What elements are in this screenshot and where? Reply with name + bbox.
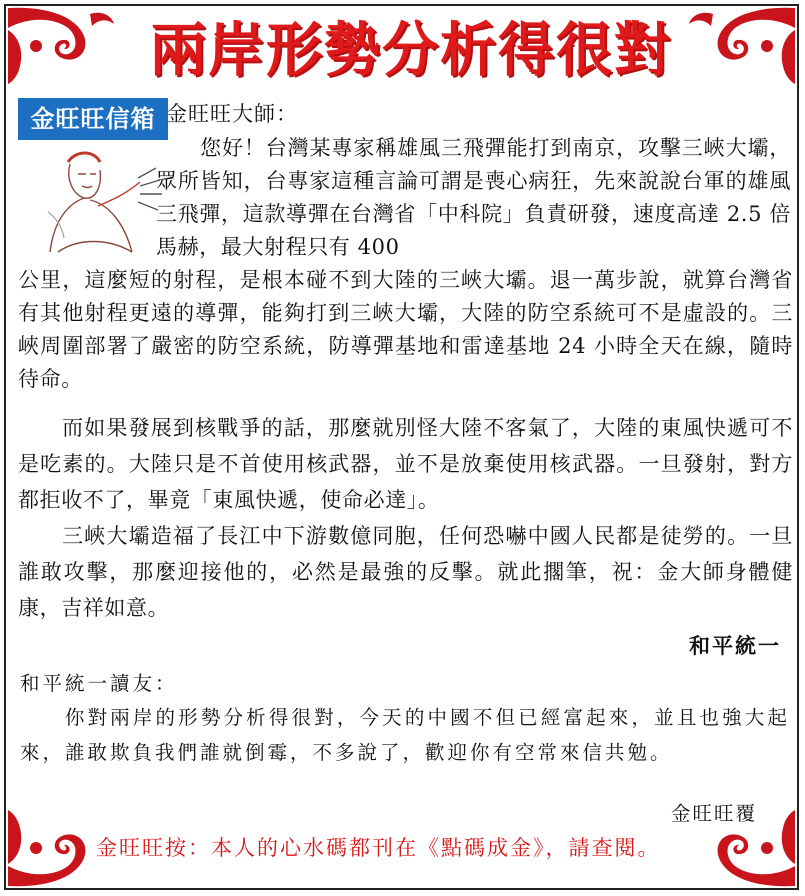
column-badge xyxy=(18,98,170,268)
letter-paragraph-1-tail: 公里，這麼短的射程，是根本碰不到大陸的三峽大壩。退一萬步說，就算台灣省有其他射程更遠的導彈，能夠打到三峽大壩，大陸的防空系統可不是虛設的。三峽周圍部署了嚴密的防空系統，防導彈基地和雷達基地 24 小時全天在線，隨時待命。 xyxy=(18,268,793,391)
corner-ornament-top-left xyxy=(6,6,116,86)
letter-paragraph-1-wrap xyxy=(156,132,791,264)
columnist-portrait-illustration xyxy=(28,142,168,262)
letter-paragraph-1-tail-wrap xyxy=(18,264,793,396)
letter-signature: 和平統一 xyxy=(689,633,781,658)
corner-ornament-top-right xyxy=(687,6,797,86)
reply-signature: 金旺旺覆 xyxy=(670,802,757,825)
letter-paragraph-1-head: 您好！台灣某專家稱雄風三飛彈能打到南京，攻擊三峽大壩，眾所皆知，台專家這種言論可謂是喪心病狂，先來說說台軍的雄風三飛彈，這款導彈在台灣省「中科院」負責研發，速度高達 2.5 倍馬赫，最大射程只有 400 xyxy=(156,136,791,259)
letter-salutation: 金旺旺大師： xyxy=(166,102,298,126)
reply-salutation: 和平統一讀友： xyxy=(20,672,178,695)
reply-body: 你對兩岸的形勢分析得很對，今天的中國不但已經富起來，並且也強大起來，誰敢欺負我們誰就倒霉，不多說了，歡迎你有空常來信共勉。 xyxy=(20,706,790,764)
column-label: 金旺旺信箱 xyxy=(18,98,168,140)
article-frame xyxy=(4,4,799,890)
footer-note: 金旺旺按：本人的心水碼都刊在《點碼成金》，請查閱。 xyxy=(96,836,661,860)
headline: 兩岸形勢分析得很對 xyxy=(150,15,672,85)
letter-paragraph-2: 而如果發展到核戰爭的話，那麼就別怪大陸不客氣了，大陸的東風快遞可不是吃素的。大陸只是不首使用核武器，並不是放棄使用核武器。一旦發射，對方都拒收不了，畢竟「東風快遞，使命必達」。 xyxy=(18,416,793,512)
letter-paragraph-3: 三峽大壩造福了長江中下游數億同胞，任何恐嚇中國人民都是徒勞的。一旦誰敢攻擊，那麼迎接他的，必然是最強的反擊。就此擱筆，祝：金大師身體健康，吉祥如意。 xyxy=(18,524,793,620)
